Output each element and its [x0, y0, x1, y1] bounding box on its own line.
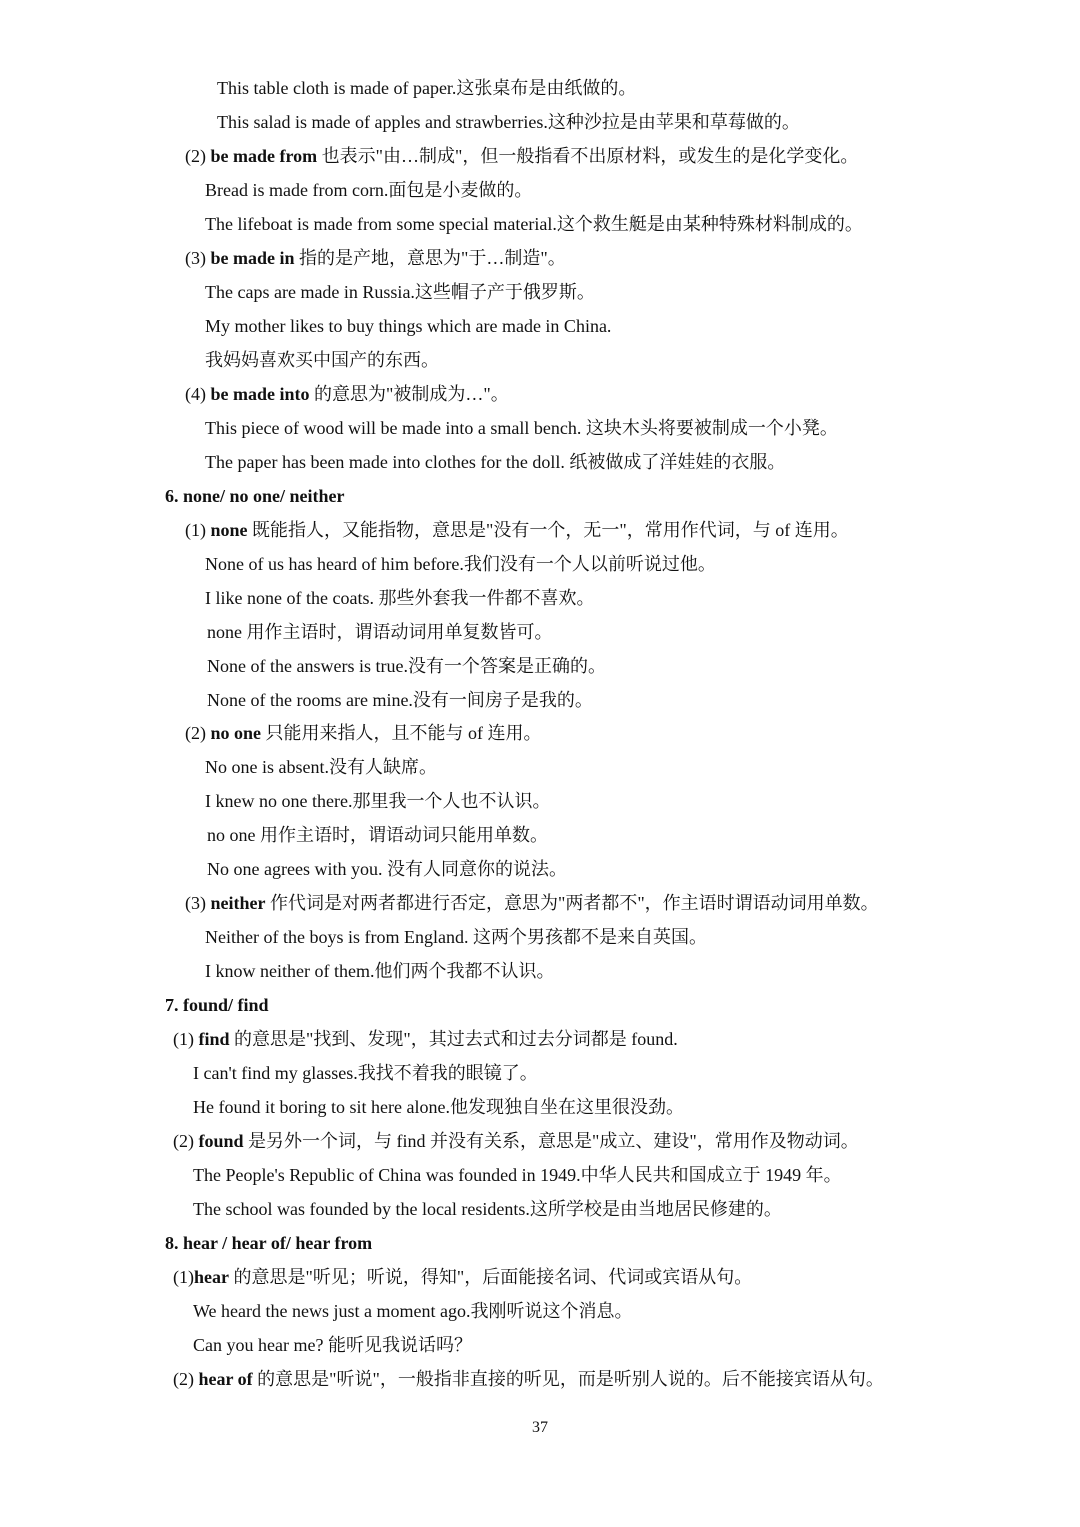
text-line — [205, 450, 785, 474]
text-segment: (1) — [173, 1029, 199, 1050]
text-segment: My mother likes to buy things which are made in China. — [205, 315, 612, 336]
bold-term: hear — [194, 1267, 229, 1287]
text-line — [207, 823, 548, 847]
text-segment: We heard the news just a moment ago.我刚听说这个消息。 — [193, 1300, 633, 1321]
text-line — [205, 212, 863, 236]
text-segment: None of the rooms are mine.没有一间房子是我的。 — [207, 689, 593, 710]
text-segment: I can't find my glasses.我找不着我的眼镜了。 — [193, 1063, 538, 1084]
text-segment: 既能指人，又能指物，意思是"没有一个，无一"，常用作代词，与 of 连用。 — [247, 519, 849, 540]
bold-term: neither — [210, 893, 266, 914]
text-line — [205, 178, 532, 202]
text-segment: (2) — [185, 145, 211, 166]
bold-term: be made into — [210, 383, 310, 404]
text-segment: (4) — [185, 383, 211, 404]
text-segment: The lifeboat is made from some special material.这个救生艇是由某种特殊材料制成的。 — [205, 213, 863, 234]
bold-term: hear of — [198, 1368, 253, 1389]
text-line — [185, 382, 509, 406]
text-segment: This salad is made of apples and strawberries.这种沙拉是由苹果和草莓做的。 — [217, 112, 800, 132]
text-segment: 的意思是"听见；听说，得知"，后面能接名词、代词或宾语从句。 — [229, 1267, 753, 1287]
text-line — [173, 1367, 884, 1391]
text-line — [173, 1129, 859, 1153]
section-heading — [165, 484, 345, 508]
text-line — [205, 314, 611, 338]
text-segment: (1) — [173, 1267, 194, 1287]
text-line — [185, 518, 849, 542]
text-line — [173, 1027, 678, 1051]
text-line — [193, 1061, 538, 1085]
text-segment: 指的是产地，意思为"于…制造"。 — [294, 247, 566, 268]
bold-term: be made in — [210, 247, 295, 268]
text-segment: 的意思是"听说"，一般指非直接的听见，而是听别人说的。后不能接宾语从句。 — [252, 1368, 884, 1389]
text-line — [217, 110, 800, 134]
text-line — [205, 552, 716, 576]
text-line — [205, 925, 707, 949]
text-segment: Bread is made from corn.面包是小麦做的。 — [205, 179, 533, 200]
text-segment: This table cloth is made of paper.这张桌布是由纸做的。 — [217, 78, 637, 98]
bold-term: 8. hear / hear of/ hear from — [165, 1233, 373, 1253]
bold-term: no one — [210, 723, 262, 744]
text-line — [193, 1095, 684, 1119]
text-line — [207, 688, 593, 712]
text-segment: 是另外一个词，与 find 并没有关系，意思是"成立、建设"，常用作及物动词。 — [243, 1131, 859, 1152]
text-segment: The caps are made in Russia.这些帽子产于俄罗斯。 — [205, 281, 595, 302]
text-line — [205, 586, 594, 610]
text-segment: 只能用来指人，且不能与 of 连用。 — [261, 723, 542, 744]
text-segment: I know neither of them.他们两个我都不认识。 — [205, 961, 555, 982]
bold-term: be made from — [210, 145, 318, 166]
text-segment: I like none of the coats. 那些外套我一件都不喜欢。 — [205, 587, 595, 608]
text-segment: No one is absent.没有人缺席。 — [205, 757, 437, 778]
text-line — [217, 76, 636, 100]
text-segment: Neither of the boys is from England. 这两个男孩都不是来自英国。 — [205, 927, 707, 948]
text-segment: He found it boring to sit here alone.他发现独自坐在这里很没劲。 — [193, 1097, 684, 1118]
text-segment: The paper has been made into clothes for the doll. 纸被做成了洋娃娃的衣服。 — [205, 451, 786, 472]
text-line — [205, 280, 595, 304]
text-line — [193, 1197, 782, 1221]
bold-term: 6. none/ no one/ neither — [165, 485, 345, 506]
text-line — [185, 144, 858, 168]
text-segment: no one 用作主语时，谓语动词只能用单数。 — [207, 825, 548, 846]
text-line — [193, 1333, 472, 1357]
text-segment: 作代词是对两者都进行否定，意思为"两者都不"，作主语时谓语动词用单数。 — [265, 893, 879, 914]
bold-term: find — [198, 1029, 230, 1050]
text-segment: 也表示"由…制成"，但一般指看不出原材料，或发生的是化学变化。 — [317, 145, 859, 166]
text-line — [185, 721, 542, 745]
text-segment: 我妈妈喜欢买中国产的东西。 — [205, 349, 439, 370]
bold-term: 7. found/ find — [165, 995, 269, 1016]
text-line — [205, 348, 439, 372]
text-line — [207, 654, 606, 678]
text-segment: 的意思是"找到、发现"，其过去式和过去分词都是 found. — [229, 1029, 678, 1050]
section-heading — [165, 993, 269, 1017]
bold-term: none — [210, 519, 248, 540]
text-segment: Can you hear me? 能听见我说话吗？ — [193, 1334, 472, 1355]
text-segment: (2) — [185, 723, 211, 744]
text-line — [173, 1265, 752, 1289]
section-heading — [165, 1231, 372, 1255]
page-number: 37 — [532, 1419, 548, 1436]
text-line — [205, 416, 838, 440]
text-line — [205, 959, 554, 983]
text-segment: (3) — [185, 893, 211, 914]
text-line — [193, 1299, 632, 1323]
text-line — [207, 857, 567, 881]
text-segment: (2) — [173, 1131, 199, 1152]
bold-term: found — [198, 1131, 244, 1152]
text-segment: This piece of wood will be made into a small bench. 这块木头将要被制成一个小凳。 — [205, 417, 838, 438]
text-segment: 的意思为"被制成为…"。 — [309, 383, 509, 404]
text-line — [205, 789, 550, 813]
text-segment: None of the answers is true.没有一个答案是正确的。 — [207, 655, 606, 676]
text-segment: (2) — [173, 1368, 199, 1389]
text-segment: The People's Republic of China was founded in 1949.中华人民共和国成立于 1949 年。 — [193, 1165, 842, 1185]
text-line — [205, 755, 437, 779]
text-line — [185, 891, 879, 915]
text-line — [207, 620, 553, 644]
text-segment: None of us has heard of him before.我们没有一个人以前听说过他。 — [205, 553, 716, 574]
text-segment: (1) — [185, 519, 211, 540]
text-segment: No one agrees with you. 没有人同意你的说法。 — [207, 859, 567, 880]
text-segment: The school was founded by the local residents.这所学校是由当地居民修建的。 — [193, 1199, 782, 1219]
text-line — [185, 246, 566, 270]
text-segment: none 用作主语时，谓语动词用单复数皆可。 — [207, 621, 553, 642]
text-line — [193, 1163, 842, 1187]
text-segment: I knew no one there.那里我一个人也不认识。 — [205, 791, 551, 812]
text-segment: (3) — [185, 247, 211, 268]
